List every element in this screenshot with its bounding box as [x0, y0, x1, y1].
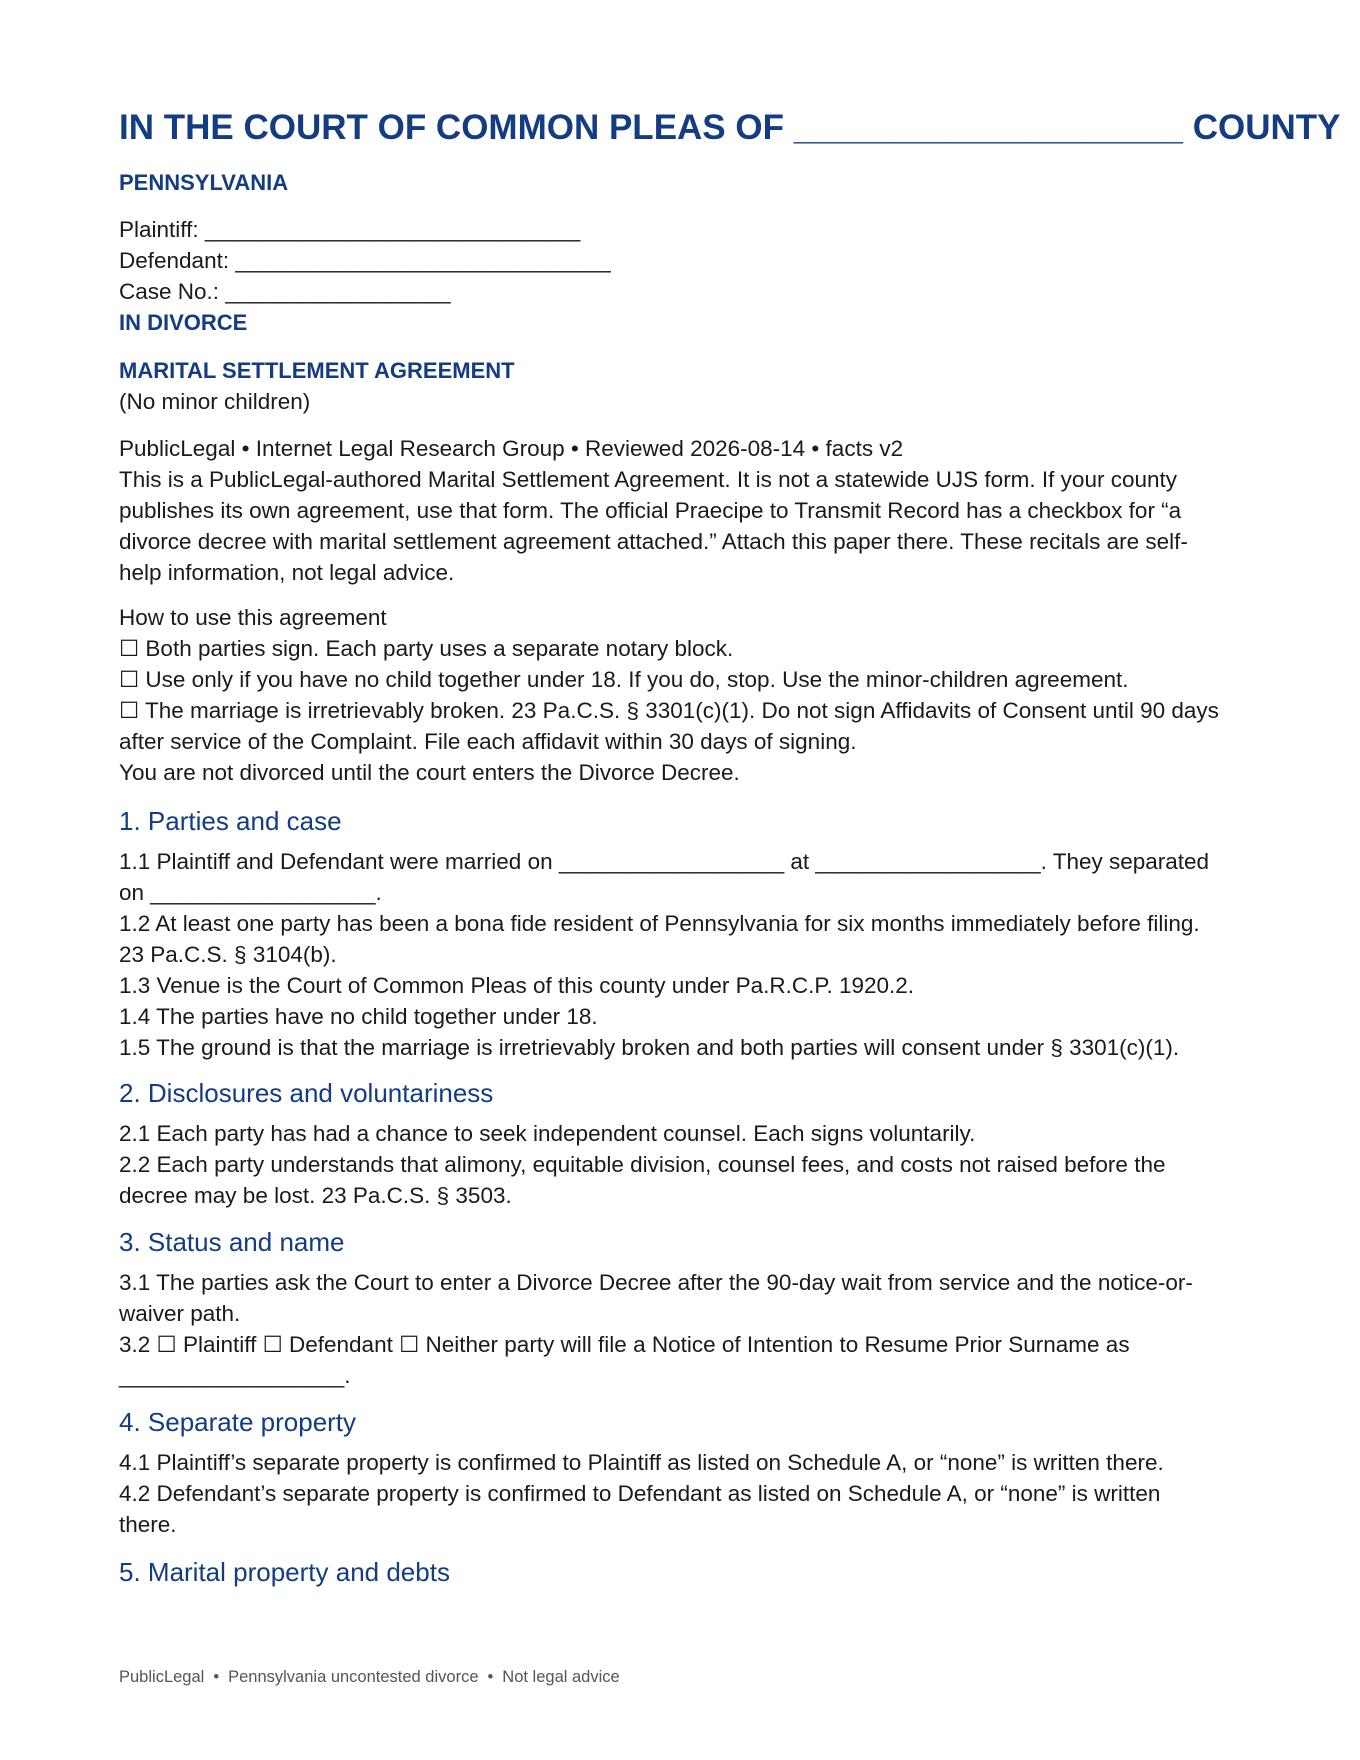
clause: 3.1 The parties ask the Court to enter a Divorce Decree after the 90-day wait from service and the notice-or-waiver path. [119, 1270, 1193, 1326]
checklist-item: ☐ Use only if you have no child together under 18. If you do, stop. Use the minor-children agreement. [119, 667, 1129, 692]
clause: 1.3 Venue is the Court of Common Pleas of this county under Pa.R.C.P. 1920.2. [119, 973, 915, 998]
clause: 2.1 Each party has had a chance to seek independent counsel. Each signs voluntarily. [119, 1121, 976, 1146]
section-heading: 1. Parties and case [119, 806, 342, 836]
clause: 2.2 Each party understands that alimony, equitable division, counsel fees, and costs not raised before the decree may be lost. 23 Pa.C.S. § 3503. [119, 1152, 1166, 1208]
section-heading: 4. Separate property [119, 1407, 357, 1437]
clause: 1.4 The parties have no child together under 18. [119, 1004, 598, 1029]
intro-meta: PublicLegal • Internet Legal Research Group • Reviewed 2026-08-14 • facts v2 [119, 436, 904, 461]
case-caption [119, 214, 1219, 338]
court-title: IN THE COURT OF COMMON PLEAS OF ____________________ COUNTY [119, 108, 1341, 147]
footer-separator: • [487, 1668, 494, 1686]
clause: 4.2 Defendant’s separate property is confirmed to Defendant as listed on Schedule A, or “none” is written there. [119, 1481, 1161, 1537]
how-to-heading: How to use this agreement [119, 605, 387, 630]
clause: 3.2 ☐ Plaintiff ☐ Defendant ☐ Neither party will file a Notice of Intention to Resume Prior Surname as __________________. [119, 1332, 1130, 1388]
agreement-title: MARITAL SETTLEMENT AGREEMENT [119, 358, 515, 383]
section-heading: 3. Status and name [119, 1227, 345, 1257]
intro-block [119, 433, 1219, 588]
clause: 1.5 The ground is that the marriage is irretrievably broken and both parties will consent under § 3301(c)(1). [119, 1035, 1180, 1060]
checklist-item: ☐ Both parties sign. Each party uses a separate notary block. [119, 636, 734, 661]
clause: 4.1 Plaintiff’s separate property is confirmed to Plaintiff as listed on Schedule A, or “none” is written there. [119, 1450, 1164, 1475]
section-body [119, 1118, 1219, 1211]
section-body [119, 1447, 1219, 1540]
section-heading: 2. Disclosures and voluntariness [119, 1078, 494, 1108]
checklist-item: ☐ The marriage is irretrievably broken. 23 Pa.C.S. § 3301(c)(1). Do not sign Affidavits of Consent until 90 days after service of the Complaint. File each affidavit within 30 days of signing. [119, 698, 1219, 754]
section-heading: 5. Marital property and debts [119, 1557, 450, 1587]
clause: 1.1 Plaintiff and Defendant were married on __________________ at __________________. They separated on __________________. [119, 849, 1210, 905]
footer-brand: PublicLegal [119, 1668, 205, 1686]
section-body [119, 1267, 1219, 1391]
state-name: PENNSYLVANIA [119, 170, 289, 195]
intro-text: This is a PublicLegal-authored Marital Settlement Agreement. It is not a statewide UJS form. If your county publishes its own agreement, use that form. The official Praecipe to Transmit Record has a checkbox for “a divorce decree with marital settlement agreement attached.” Attach this paper there. These recitals are self-help information, not legal advice. [119, 467, 1188, 585]
defendant-line: Defendant: ______________________________ [119, 248, 611, 273]
case-number-line: Case No.: __________________ [119, 279, 451, 304]
footer-topic: Pennsylvania uncontested divorce [228, 1668, 479, 1686]
agreement-subtitle: (No minor children) [119, 389, 311, 414]
agreement-heading [119, 355, 1219, 417]
how-to-note: You are not divorced until the court enters the Divorce Decree. [119, 760, 740, 785]
in-divorce-label: IN DIVORCE [119, 310, 248, 335]
section-body [119, 846, 1219, 1063]
how-to-block [119, 602, 1219, 788]
page-footer [119, 1666, 620, 1688]
clause: 1.2 At least one party has been a bona fide resident of Pennsylvania for six months immediately before filing. 23 Pa.C.S. § 3104(b). [119, 911, 1200, 967]
footer-separator: • [213, 1668, 220, 1686]
footer-disclaimer: Not legal advice [502, 1668, 620, 1686]
plaintiff-line: Plaintiff: ______________________________ [119, 217, 581, 242]
